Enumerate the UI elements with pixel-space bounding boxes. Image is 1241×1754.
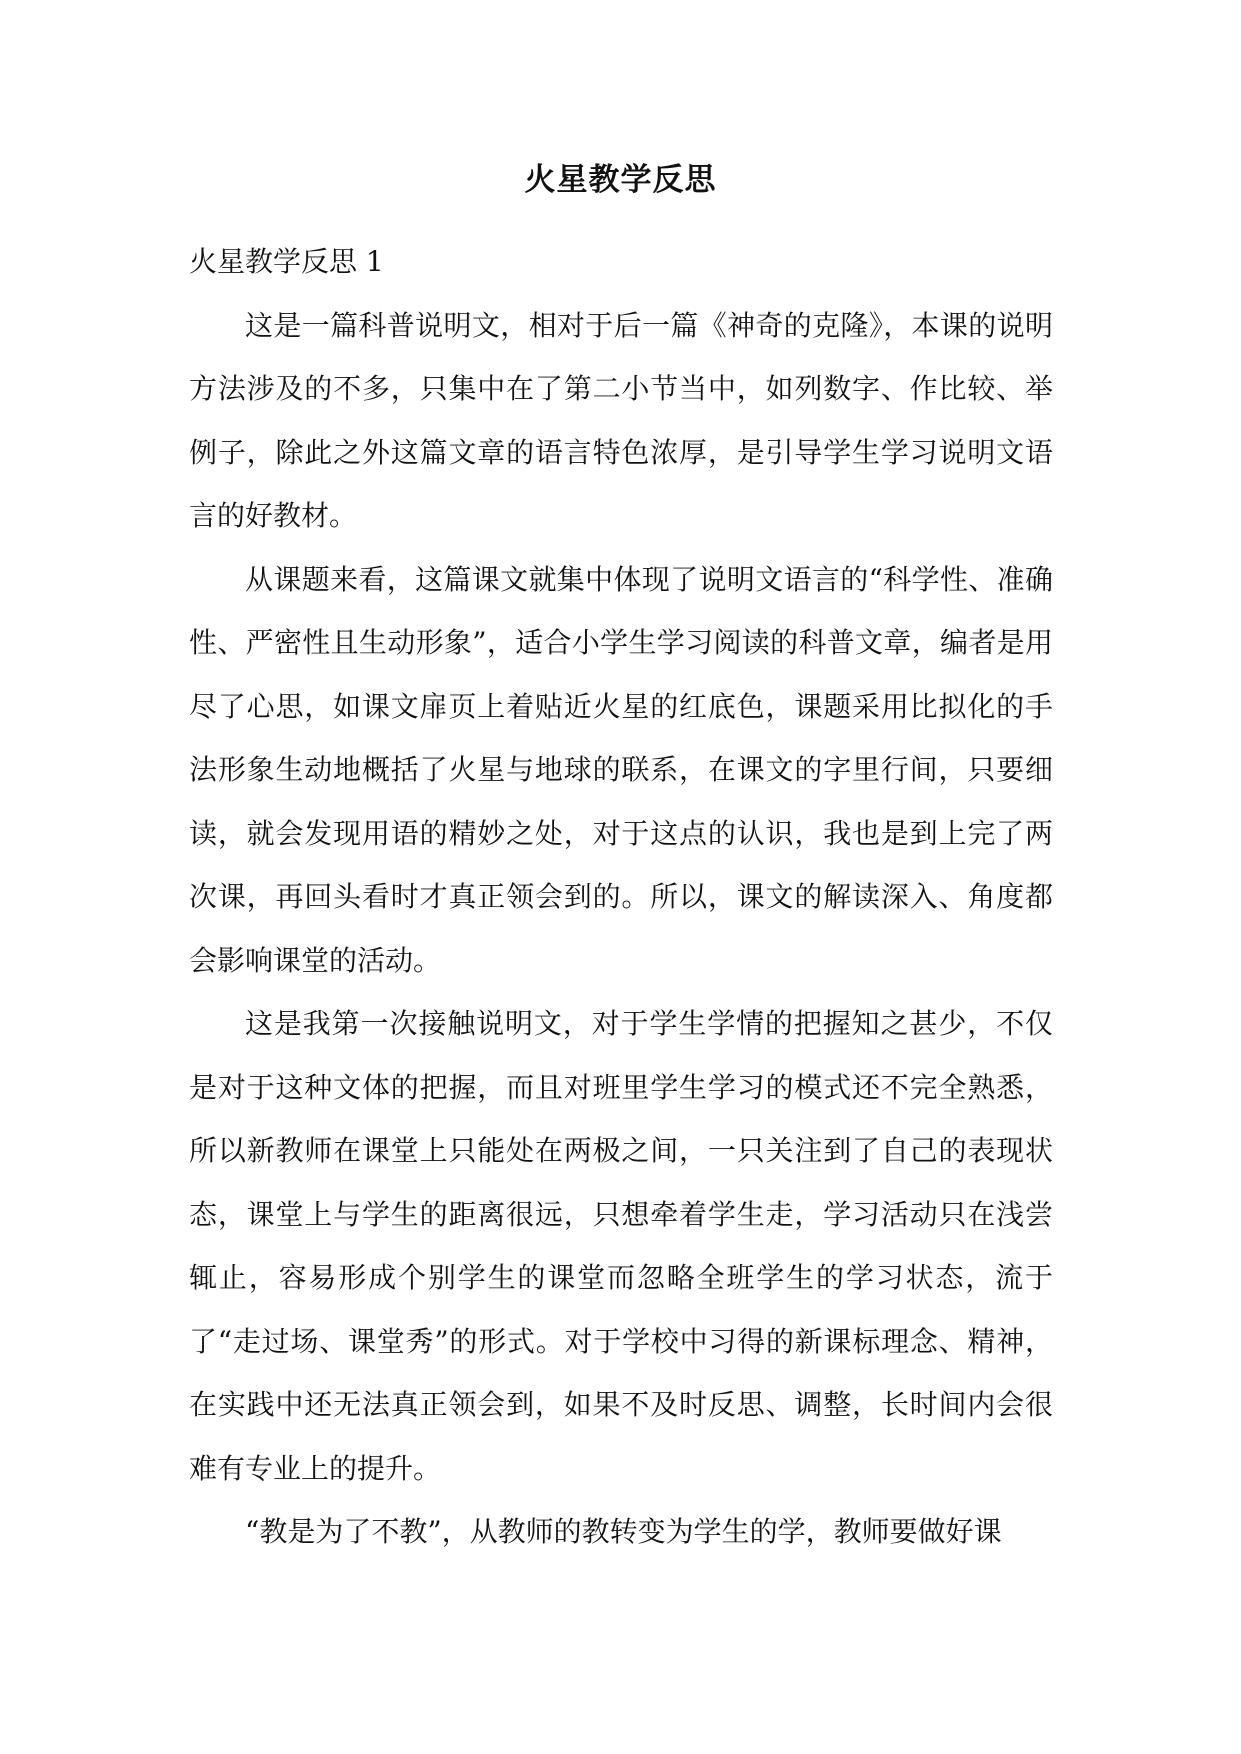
document-body: [189, 230, 1053, 1564]
paragraph-3: 这是我第一次接触说明文，对于学生学情的把握知之甚少，不仅是对于这种文体的把握，而且对班里学生学习的模式还不完全熟悉，所以新教师在课堂上只能处在两极之间，一只关注到了自己的表现状态，课堂上与学生的距离很远，只想牵着学生走，学习活动只在浅尝辄止，容易形成个别学生的课堂而忽略全班学生的学习状态，流于了“走过场、课堂秀”的形式。对于学校中习得的新课标理念、精神，在实践中还无法真正领会到，如果不及时反思、调整，长时间内会很难有专业上的提升。: [189, 1007, 1053, 1485]
document-title: 火星教学反思: [524, 162, 717, 198]
paragraph-2: 从课题来看，这篇课文就集中体现了说明文语言的“科学性、准确性、严密性且生动形象”，适合小学生学习阅读的科普文章，编者是用尽了心思，如课文扉页上着贴近火星的红底色，课题采用比拟化的手法形象生动地概括了火星与地球的联系，在课文的字里行间，只要细读，就会发现用语的精妙之处，对于这点的认识，我也是到上完了两次课，再回头看时才真正领会到的。所以，课文的解读深入、角度都会影响课堂的活动。: [189, 562, 1053, 977]
section-heading: 火星教学反思 1: [189, 245, 384, 278]
paragraph-1: 这是一篇科普说明文，相对于后一篇《神奇的克隆》，本课的说明方法涉及的不多，只集中在了第二小节当中，如列数字、作比较、举例子，除此之外这篇文章的语言特色浓厚，是引导学生学习说明文语言的好教材。: [189, 308, 1053, 532]
paragraph-4: “教是为了不教”，从教师的教转变为学生的学，教师要做好课: [245, 1515, 1002, 1548]
